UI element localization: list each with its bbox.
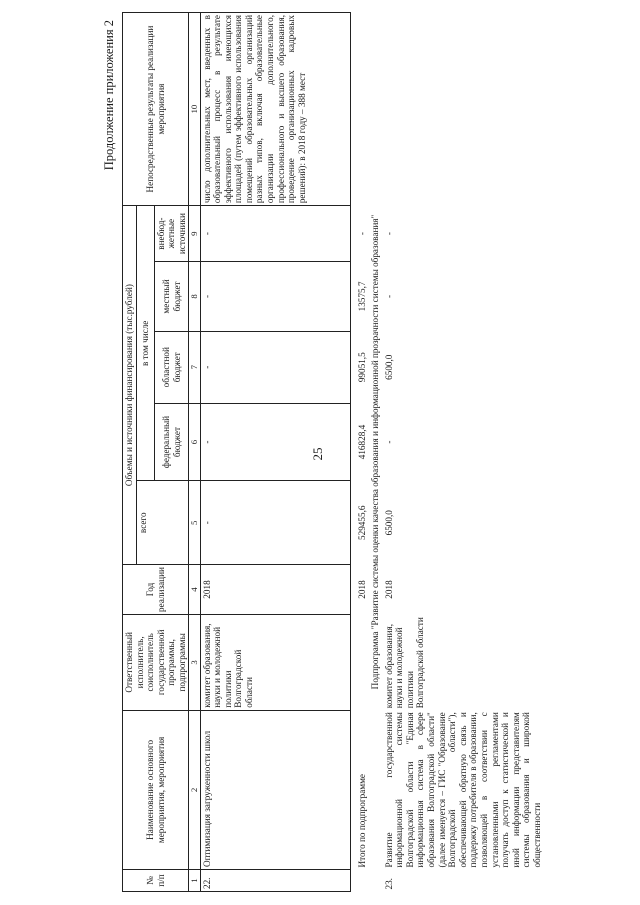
page-number: 25: [310, 447, 325, 461]
row-executor: комитет образования, науки и молодежной политики Волгоградской области: [383, 617, 426, 709]
column-number: 7: [189, 331, 200, 403]
row-year: 2018: [383, 580, 394, 599]
column-number: 4: [189, 565, 200, 615]
header-extra: внебюд-жетные источники: [154, 206, 189, 262]
column-number: 8: [189, 262, 200, 332]
row-year: 2018: [200, 565, 350, 615]
column-number: 6: [189, 403, 200, 481]
column-number: 9: [189, 206, 200, 262]
row-regional: -: [200, 331, 350, 403]
column-number: 2: [189, 710, 200, 869]
header-federal: федеральный бюджет: [154, 403, 189, 481]
subtotal-row: [350, 13, 368, 892]
subtotal-extra: -: [356, 232, 367, 236]
program-table: [122, 12, 543, 892]
row-results: число дополнительных мест, введенных в образовательный процесс в результате эффективного использования имеющихся площадей (путем эффективного использования помещений образовательных организаций разных типов, включая образовательные организации дополнительного, профессионального и высшего образования, проведение организационных кадровых решений): в 2018 году – 388 мест: [200, 13, 350, 206]
row-extra: -: [383, 232, 394, 236]
column-number: 1: [189, 870, 200, 892]
row-total: -: [200, 481, 350, 565]
table-row: [200, 13, 350, 892]
document-sheet: [104, 12, 616, 892]
column-numbers-row: [189, 13, 200, 892]
header-including: в том числе: [136, 206, 154, 481]
row-local: -: [383, 294, 394, 298]
row-name: Развитие государственной информационной системы Волгоградской области "Единая информационная система в сфере образования Волгоградской области" (далее именуется – ГИС "Образование Волгоградской области"), обеспечивающей обратную связь и поддержку потребителя в образовании, позволяющей в соответствии с установленными регламентами получать доступ к статистической и иной информации представителям системы образования и широкой общественности: [383, 712, 542, 868]
header-name: Наименование основного мероприятия, мероприятия: [123, 710, 189, 869]
header-funding: Объемы и источники финансирования (тыс.рублей): [123, 206, 137, 565]
header-total: всего: [136, 481, 189, 565]
section-title: Подпрограмма "Развитие системы оценки качества образования и информационной прозрачности системы образования": [370, 214, 381, 690]
row-number: 22.: [200, 870, 350, 892]
subtotal-regional: 99051,5: [356, 352, 367, 383]
subtotal-label: Итого по подпрограмме: [356, 774, 367, 868]
row-extra: -: [200, 206, 350, 262]
header-regional: областной бюджет: [154, 331, 189, 403]
row-executor: комитет образования, науки и молодежной политики Волгоградской области: [200, 614, 350, 710]
header-year: Год реализации: [123, 565, 189, 615]
table-row: [383, 13, 544, 892]
row-federal: -: [200, 403, 350, 481]
row-number: 23.: [383, 878, 394, 890]
header-results: Непосредственные результаты реализации мероприятия: [123, 13, 189, 206]
subtotal-year: 2018: [356, 580, 367, 599]
column-number: 10: [189, 13, 200, 206]
row-regional: 6500,0: [383, 354, 394, 380]
column-number: 3: [189, 614, 200, 710]
subtotal-federal: 416828,4: [356, 424, 367, 460]
row-name: Оптимизация загруженности школ: [200, 710, 350, 869]
subtotal-total: 529455,6: [356, 505, 367, 540]
header-no: № п/п: [123, 870, 189, 892]
column-number: 5: [189, 481, 200, 565]
section-title-row: [368, 13, 383, 892]
row-federal: -: [383, 440, 394, 444]
row-total: 6500,0: [383, 510, 394, 536]
row-results: [383, 13, 544, 206]
subtotal-local: 13575,7: [356, 281, 367, 312]
appendix-label: Продолжение приложения 2: [102, 20, 116, 171]
header-executor: Ответственный исполнитель, соисполнитель государственной программы, подпрограммы: [123, 614, 189, 710]
header-local: местный бюджет: [154, 262, 189, 332]
row-local: -: [200, 262, 350, 332]
